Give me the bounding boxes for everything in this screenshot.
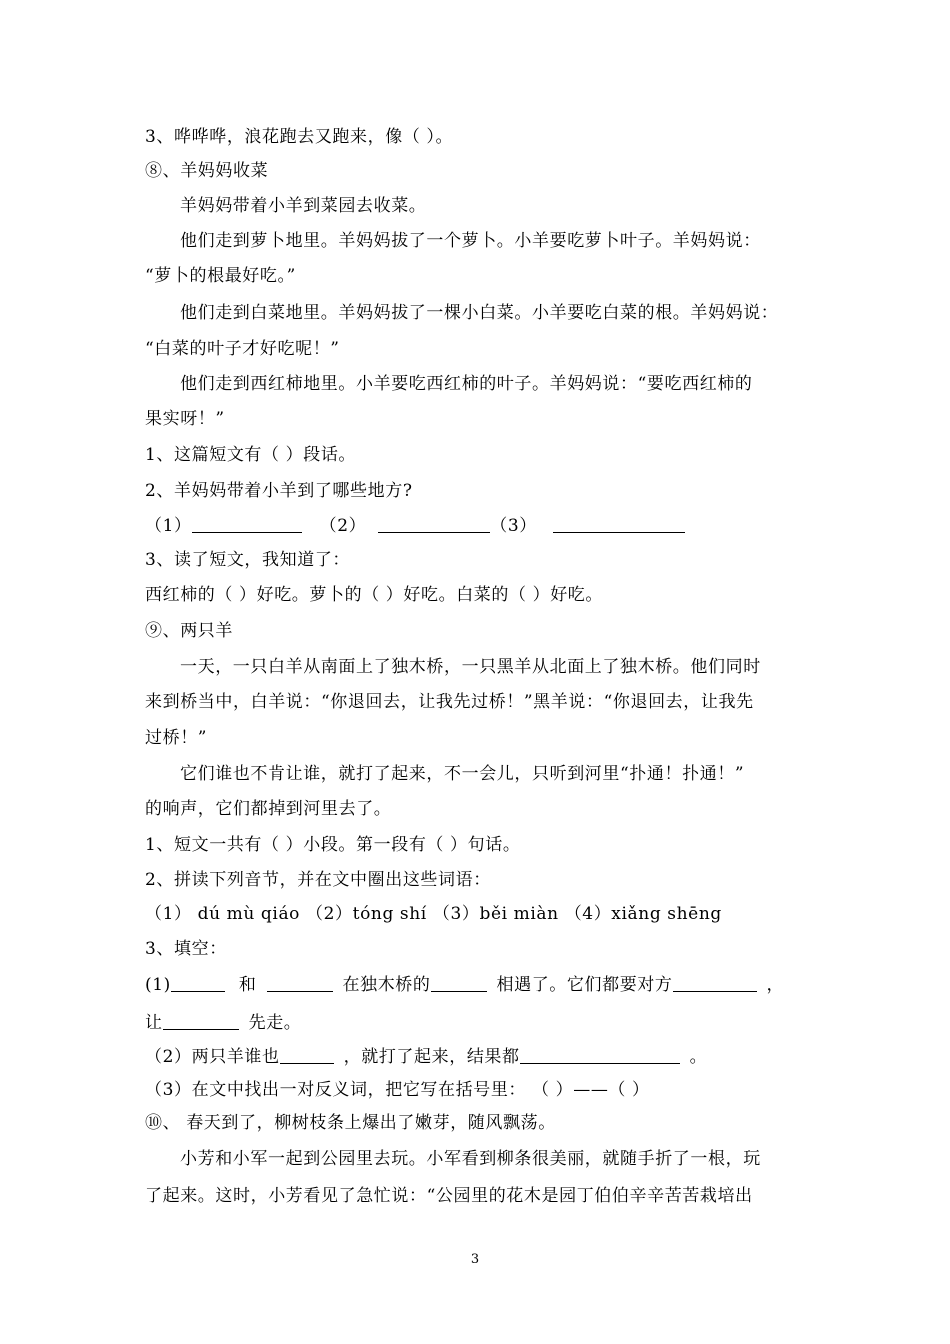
paragraph-line: 果实呀！”: [145, 409, 225, 429]
paragraph-line: “萝卜的根最好吃。”: [145, 266, 296, 286]
question-line: 1、这篇短文有（ ）段话。: [145, 445, 357, 465]
fill-line: (1) 和 在独木桥的 相遇了。它们都要对方 ，: [145, 975, 785, 995]
question-line: 3、填空：: [145, 939, 227, 959]
fill-line: （2）两只羊谁也 ，就打了起来，结果都 。: [145, 1047, 708, 1067]
paragraph-line: 的响声，它们都掉到河里去了。: [145, 799, 392, 819]
q-line: 3、哗哗哗，浪花跑去又跑来，像（ ）。: [145, 127, 454, 147]
paragraph-line: 它们谁也不肯让谁，就打了起来，不一会儿，只听到河里“扑通！扑通！”: [180, 764, 745, 784]
answer-line: 西红柿的（ ）好吃。萝卜的（ ）好吃。白菜的（ ）好吃。: [145, 585, 604, 605]
paragraph-line: 了起来。这时，小芳看见了急忙说：“公园里的花木是园丁伯伯辛辛苦苦栽培出: [145, 1186, 753, 1206]
paragraph-line: 他们走到白菜地里。羊妈妈拔了一棵小白菜。小羊要吃白菜的根。羊妈妈说：: [180, 303, 779, 323]
question-line: 2、拼读下列音节，并在文中圈出这些词语：: [145, 870, 491, 890]
paragraph-line: 他们走到西红柿地里。小羊要吃西红柿的叶子。羊妈妈说：“要吃西红柿的: [180, 374, 753, 394]
paragraph-line: 一天，一只白羊从南面上了独木桥，一只黑羊从北面上了独木桥。他们同时: [180, 657, 761, 677]
question-line: 1、短文一共有（ ）小段。第一段有（ ）句话。: [145, 835, 521, 855]
question-line: 3、读了短文，我知道了：: [145, 550, 351, 570]
paragraph-line: 来到桥当中，白羊说：“你退回去，让我先过桥！”黑羊说：“你退回去，让我先: [145, 692, 754, 712]
section-heading: ⑨、两只羊: [145, 621, 233, 641]
paragraph-line: 过桥！”: [145, 728, 208, 748]
fill-line: （3）在文中找出一对反义词，把它写在括号里： （ ）——（ ）: [145, 1080, 650, 1100]
paragraph-line: 小芳和小军一起到公园里去玩。小军看到柳条很美丽，就随手折了一根，玩: [180, 1149, 761, 1169]
fill-line: 让 先走。: [145, 1013, 302, 1033]
section-heading: ⑩、 春天到了，柳树枝条上爆出了嫩芽，随风飘荡。: [145, 1113, 556, 1133]
page-number: 3: [470, 1252, 480, 1267]
question-line: 2、羊妈妈带着小羊到了哪些地方?: [145, 481, 413, 501]
section-heading: ⑧、羊妈妈收菜: [145, 161, 269, 181]
paragraph-line: “白菜的叶子才好吃呢！”: [145, 339, 340, 359]
paragraph-line: 他们走到萝卜地里。羊妈妈拔了一个萝卜。小羊要吃萝卜叶子。羊妈妈说：: [180, 231, 761, 251]
answer-line: （1） （2） （3）: [145, 515, 815, 537]
pinyin-line: （1） dú mù qiáo （2）tóng shí （3）běi miàn （4）xiǎng shēng: [145, 904, 722, 924]
paragraph-line: 羊妈妈带着小羊到菜园去收菜。: [180, 196, 427, 216]
